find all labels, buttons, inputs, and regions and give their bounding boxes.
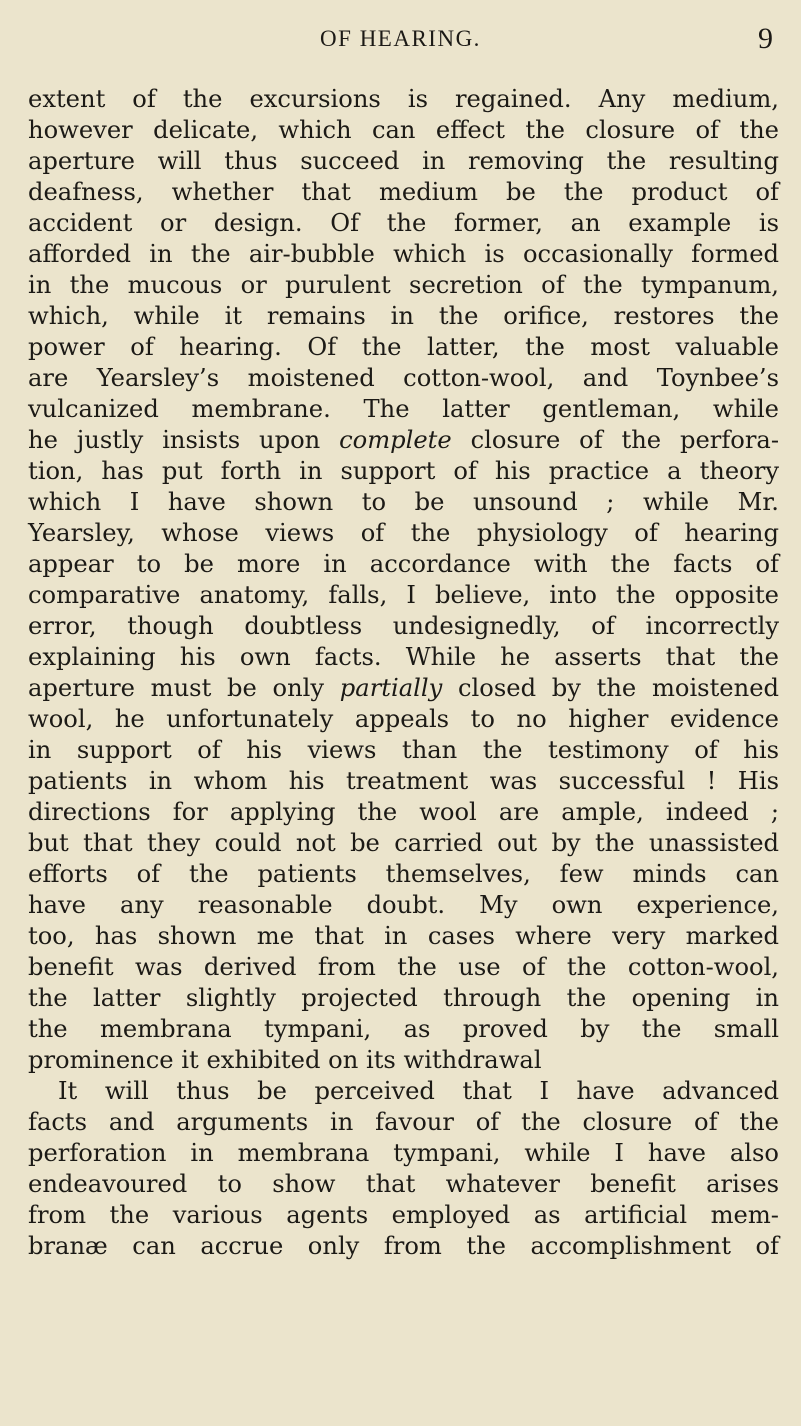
text-line: explaining his own facts. While he asserts that the bbox=[28, 643, 779, 671]
text-line: directions for applying the wool are ample, indeed ; bbox=[28, 798, 779, 826]
text-line: which, while it remains in the orifice, restores the bbox=[28, 302, 779, 330]
text-line: power of hearing. Of the latter, the most valuable bbox=[28, 333, 779, 361]
text-line: in the mucous or purulent secretion of the tympanum, bbox=[28, 271, 779, 299]
text-line: endeavoured to show that whatever benefit arises bbox=[28, 1170, 779, 1198]
text-line: vulcanized membrane. The latter gentleman, while bbox=[28, 395, 779, 423]
text-line: patients in whom his treatment was successful ! His bbox=[28, 767, 779, 795]
text-line: from the various agents employed as artificial mem- bbox=[28, 1201, 779, 1229]
text-line: but that they could not be carried out by the unassisted bbox=[28, 829, 779, 857]
paragraph-first-line: It will thus be perceived that I have advanced bbox=[58, 1077, 779, 1105]
text-line: wool, he unfortunately appeals to no higher evidence bbox=[28, 705, 779, 733]
text-line: however delicate, which can effect the closure of the bbox=[28, 116, 779, 144]
body-text bbox=[28, 84, 779, 1262]
text-line: in support of his views than the testimony of his bbox=[28, 736, 779, 764]
line-text-before: aperture must be only bbox=[28, 674, 340, 702]
text-line: accident or design. Of the former, an example is bbox=[28, 209, 779, 237]
running-title: OF HEARING. bbox=[320, 26, 481, 51]
page-number: 9 bbox=[758, 22, 773, 55]
text-line: appear to be more in accordance with the facts of bbox=[28, 550, 779, 578]
text-line-with-italic bbox=[28, 673, 779, 704]
text-line: Yearsley, whose views of the physiology of hearing bbox=[28, 519, 779, 547]
italic-emphasis: complete bbox=[339, 426, 452, 454]
text-line: tion, has put forth in support of his practice a theory bbox=[28, 457, 779, 485]
text-line: error, though doubtless undesignedly, of incorrectly bbox=[28, 612, 779, 640]
line-text-after: closure of the perfora- bbox=[451, 426, 779, 454]
text-line: too, has shown me that in cases where very marked bbox=[28, 922, 779, 950]
text-line: aperture will thus succeed in removing the resulting bbox=[28, 147, 779, 175]
text-line: efforts of the patients themselves, few minds can bbox=[28, 860, 779, 888]
text-line: perforation in membrana tympani, while I have also bbox=[28, 1139, 779, 1167]
text-line: facts and arguments in favour of the closure of the bbox=[28, 1108, 779, 1136]
text-line: the membrana tympani, as proved by the small bbox=[28, 1015, 779, 1043]
text-line: extent of the excursions is regained. Any medium, bbox=[28, 85, 779, 113]
line-text-before: he justly insists upon bbox=[28, 426, 340, 454]
text-line: which I have shown to be unsound ; while Mr. bbox=[28, 488, 779, 516]
text-line: have any reasonable doubt. My own experience, bbox=[28, 891, 779, 919]
text-line: are Yearsley’s moistened cotton-wool, and Toynbee’s bbox=[28, 364, 779, 392]
text-line: branæ can accrue only from the accomplishment of bbox=[28, 1232, 779, 1260]
text-line: the latter slightly projected through the opening in bbox=[28, 984, 779, 1012]
running-head bbox=[0, 18, 801, 58]
text-line-with-italic bbox=[28, 425, 779, 456]
text-line: afforded in the air-bubble which is occasionally formed bbox=[28, 240, 779, 268]
line-text-after: closed by the moistened bbox=[442, 674, 779, 702]
italic-emphasis: partially bbox=[339, 674, 443, 702]
text-line: comparative anatomy, falls, I believe, into the opposite bbox=[28, 581, 779, 609]
text-line: deafness, whether that medium be the product of bbox=[28, 178, 779, 206]
text-line: benefit was derived from the use of the cotton-wool, bbox=[28, 953, 779, 981]
paragraph-end-line: prominence it exhibited on its withdrawal bbox=[28, 1046, 542, 1074]
